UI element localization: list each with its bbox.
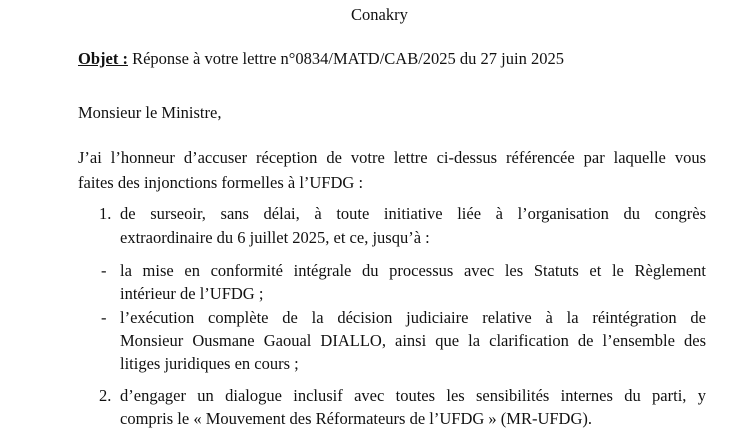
subject-text: Réponse à votre lettre n°0834/MATD/CAB/2025 du 27 juin 2025 [127,49,564,68]
bullet-2-line-1: l’exécution complète de la décision judiciaire relative à la réintégration de [120,308,706,327]
bullet-1-line-1: la mise en conformité intégrale du processus avec les Statuts et le Règlement [120,261,706,280]
subject-label: Objet : [78,49,128,68]
salutation: Monsieur le Ministre, [78,103,222,122]
subject-line [78,51,564,68]
item-1-line-1: de surseoir, sans délai, à toute initiative liée à l’organisation du congrès [120,204,706,223]
item-2-line-2: compris le « Mouvement des Réformateurs de l’UFDG » (MR-UFDG). [120,409,593,428]
header-city: Conakry [351,5,408,24]
item-1-line-2: extraordinaire du 6 juillet 2025, et ce, jusqu’à : [120,228,430,247]
bullet-2-marker: - [101,308,107,327]
item-2-line-1: d’engager un dialogue inclusif avec toutes les sensibilités internes du parti, y [120,386,706,405]
item-2-number: 2. [99,386,112,405]
bullet-1-line-2: intérieur de l’UFDG ; [120,284,264,303]
intro-line-2: faites des injonctions formelles à l’UFDG : [78,173,364,192]
intro-line-1: J’ai l’honneur d’accuser réception de votre lettre ci-dessus référencée par laquelle vous [78,148,706,167]
bullet-2-line-3: litiges juridiques en cours ; [120,354,299,373]
item-1-number: 1. [99,204,112,223]
bullet-2-line-2: Monsieur Ousmane Gaoual DIALLO, ainsi que la clarification de l’ensemble des [120,331,706,350]
bullet-1-marker: - [101,261,107,280]
